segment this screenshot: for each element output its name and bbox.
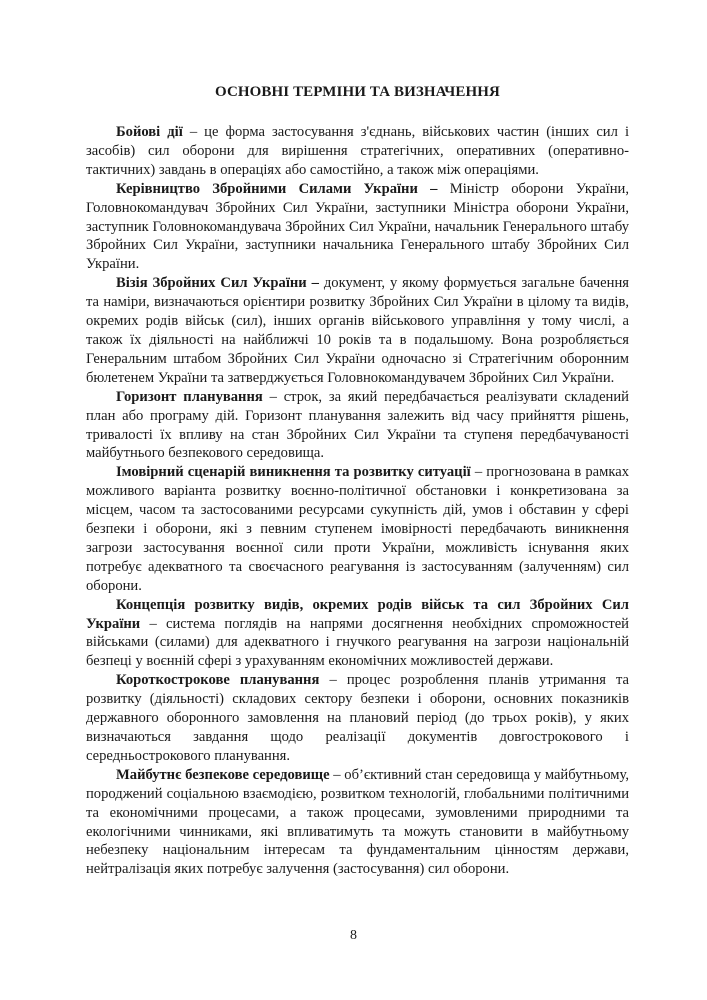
entry-term: Короткострокове планування [116,672,320,689]
definition-entry [86,766,629,879]
entry-definition: Міністр оборони України, Головнокомандувач Збройних Сил України, заступники Міністра оборони України, заступник Головнокомандувача Збройних Сил України, начальник Генерального штабу Збройних Сил України, заступники начальника Генерального штабу Збройних Сил України. [86,180,630,273]
entry-term: Майбутнє безпекове середовище [116,766,330,783]
entry-term: Концепція розвитку видів, окремих родів військ та сил Збройних Сил України [86,596,629,632]
entry-definition: – система поглядів на напрями досягнення необхідних спроможностей військами (силами) для адекватного і гнучкого реагування на загрози національній безпеці у воєнній сфері з урахуванням економічних можливостей держави. [86,615,629,670]
entry-term: Візія Збройних Сил України – [116,275,319,292]
entry-definition: – процес розроблення планів утримання та розвитку (діяльності) складових сектору безпеки і оборони, основних показників державного оборонного замовлення на плановий період (до трьох років), у яких визначаються завдання щодо реалізації документів довгострокового і середньострокового планування. [86,672,630,764]
entry-term: Горизонт планування [116,388,263,405]
entry-definition: документ, у якому формується загальне бачення та наміри, визначаються орієнтири розвитку Збройних Сил України в цілому та видів, окремих родів військ (сил), інших органів військового управління у тому числі, а також їх діяльності на найближчі 10 років та в подальшому. Вона розробляється Генеральним штабом Збройних Сил України одночасно зі Стратегічним оборонним бюлетенем України та затверджується Головнокомандувачем Збройних Сил України. [86,275,629,386]
entry-definition: – прогнозована в рамках можливого варіанта розвитку воєнно-політичної обстановки і конкретизована за місцем, часом та застосованими ресурсами сукупність дій, умов і обставин у сфері безпеки і оборони, які з певним ступенем імовірності передбачають виникнення загрози застосування воєнної сили проти України, можливість існування яких потребує адекватного та своєчасного реагування із застосуванням (залученням) сил оборони. [86,464,629,594]
definition-entry [86,463,629,595]
definition-entry [86,388,629,464]
definition-entry [86,123,629,180]
entry-term: Імовірний сценарій виникнення та розвитку ситуації [116,464,471,481]
definition-entry [86,274,629,387]
entry-definition: – це форма застосування з'єднань, військових частин (інших сил і засобів) сил оборони для вирішення стратегічних, оперативних (оперативно-тактичних) завдань в операціях або самостійно, а також між операціями. [86,124,629,178]
entry-definition: – об’єктивний стан середовища у майбутньому, породжений соціальною взаємодією, розвитком технологій, глобальними політичними та економічними процесами, а також процесами, зумовленими природними та екологічними чинниками, які впливатимуть та можуть становити в майбутньому небезпеку національним інтересам та фундаментальним цінностям держави, нейтралізація яких потребує залучення (застосування) сил оборони. [86,766,629,878]
entry-definition: – строк, за який передбачається реалізувати складений план або програму дій. Горизонт планування залежить від часу прийняття рішень, тривалості їх впливу на стан Збройних Сил України та ступеня передбачуваності майбутнього безпекового середовища. [86,388,629,462]
definition-entry [86,671,629,766]
definition-entry [86,596,629,672]
entry-term: Бойові дії [116,124,183,140]
entry-term: Керівництво Збройними Силами України – [116,180,438,197]
page-number: 8 [350,928,357,943]
page-title: ОСНОВНІ ТЕРМІНИ ТА ВИЗНАЧЕННЯ [215,84,500,100]
definition-entry [86,180,629,275]
